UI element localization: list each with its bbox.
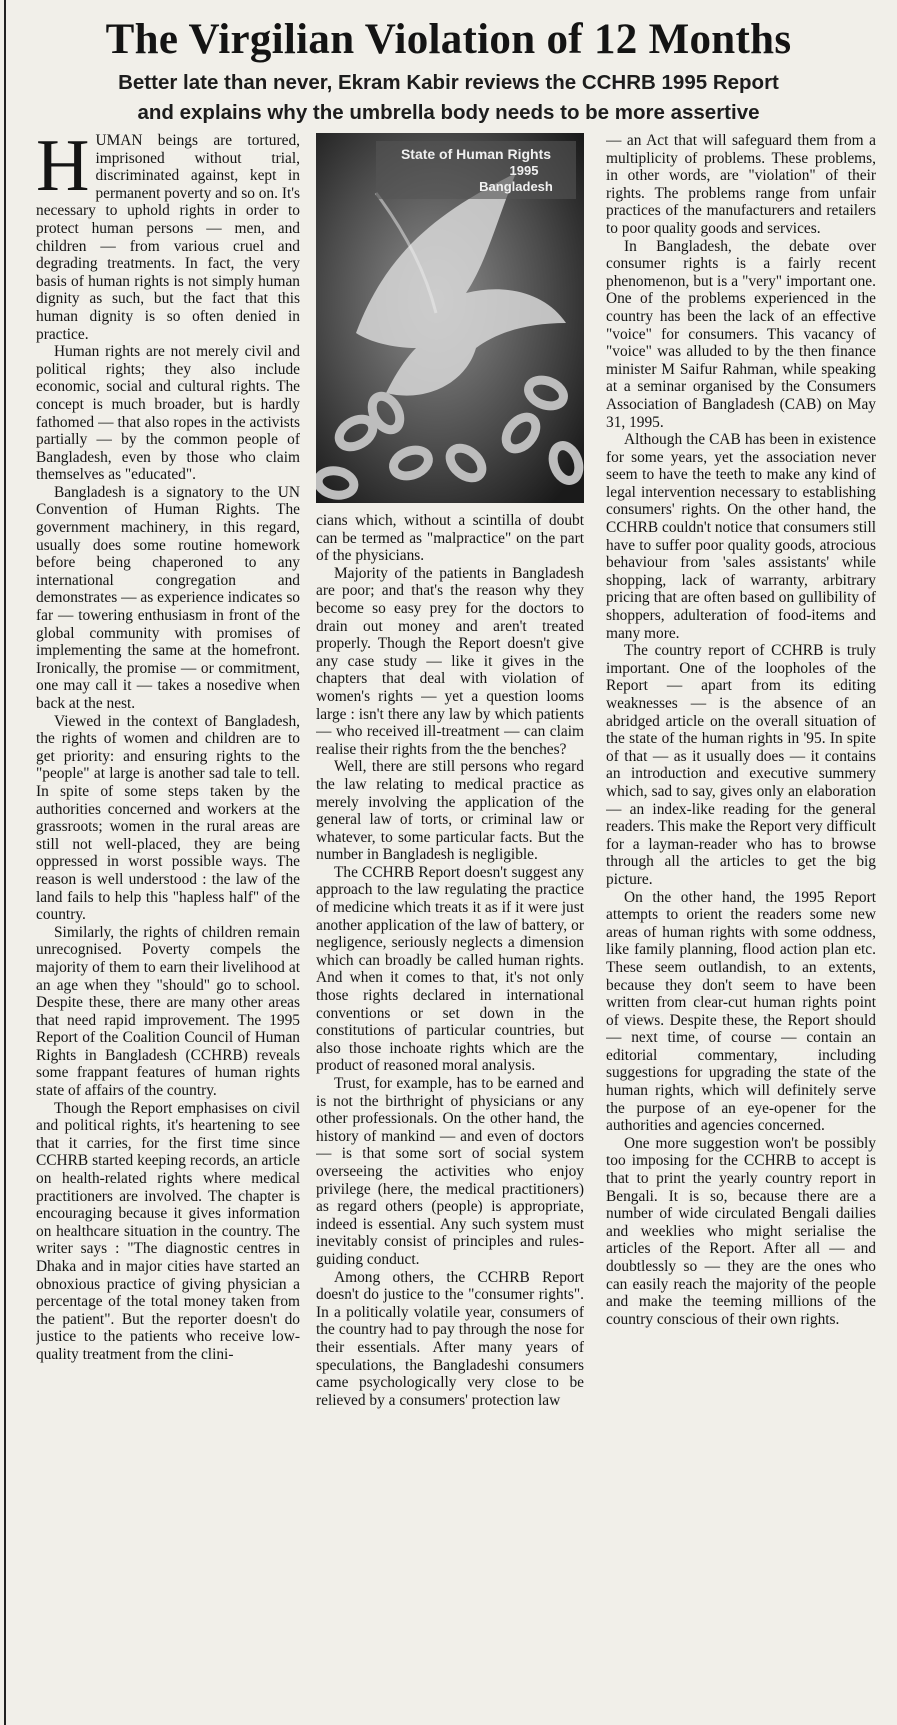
paragraph: Bangladesh is a signatory to the UN Convention of Human Rights. The government machinery, in this regard, usually does some routine homework before being chaperoned to any international congregation and demonstrates — as experience indicates so far — towering enthusiasm in front of the global community with promises of implementing the same at the homefront. Ironically, the promise — or commitment, one may call it — takes a nosedive when back at the nest. <box>36 483 300 712</box>
column-1 <box>36 132 300 1717</box>
report-cover-image <box>316 133 584 503</box>
paragraph: Among others, the CCHRB Report doesn't do justice to the "consumer rights". In a politically volatile year, consumers of the country had to pay through the nose for their essentials. After many years of speculations, the Bangladeshi consumers came psychologically very close to be relieved by a consumers' protection law <box>316 1268 584 1409</box>
cover-title-line1: State of Human Rights <box>400 146 552 162</box>
paragraph: Human rights are not merely civil and political rights; they also include economic, social and cultural rights. The concept is much broader, but is hardly fathomed — that also ropes in the activists partially — by the common people of Bangladesh, even by those who claim themselves as "educated". <box>36 343 300 484</box>
dove-and-chains-illustration <box>316 133 584 503</box>
drop-cap: H <box>36 132 90 207</box>
paragraph: — an Act that will safeguard them from a multiplicity of problems. These problems, in other words, are "violation" of their rights. The problems range from unfair practices of the manufacturers and retailers to poor quality goods and services. <box>606 132 876 237</box>
article-deck <box>0 68 897 128</box>
paragraph <box>36 132 300 343</box>
paragraph: The CCHRB Report doesn't suggest any approach to the law regulating the practice of medicine which treats it as if it were just another application of the law of battery, or negligence, seriously neglects a dimension which can broadly be called human rights. And when it comes to that, it's not only those rights declared in international conventions or set down in the constitutions of particular countries, but also those inchoate rights which are the product of reasoned moral analysis. <box>316 863 584 1075</box>
paragraph: The country report of CCHRB is truly important. One of the loopholes of the Report — apart from its editing weaknesses — is the absence of an abridged article on the overall situation of the state of the human rights in '95. In spite of that — as it usually does — it contains an introduction and executive summery which, sad to say, gives only an elaboration — an index-like reading for the general readers. This make the Report very difficult for a layman-reader who has to browse through all the articles to get the big picture. <box>606 642 876 888</box>
paragraph: Well, there are still persons who regard the law relating to medical practice as merely involving the application of the general law of torts, or criminal law or whatever, to some particular facts. But the number in Bangladesh is negligible. <box>316 758 584 864</box>
deck-line-1: Better late than never, Ekram Kabir reviews the CCHRB 1995 Report <box>118 71 779 94</box>
paragraph: Trust, for example, has to be earned and is not the birthright of physicians or any other professionals. On the other hand, the history of mankind — and even of doctors — is that some sort of social system overseeing the activities who enjoy privilege (here, the medical practitioners) as regard others (people) is appropriate, indeed is essential. Any such system must inevitably consist of principles and rules-guiding conduct. <box>316 1075 584 1268</box>
cover-title-line2: 1995 <box>509 163 539 178</box>
paragraph: In Bangladesh, the debate over consumer rights is a fairly recent phenomenon, but is a "very" important one. One of the problems experienced in the country has been the lack of an effective "voice" for consumers. This vacancy of "voice" was alluded to by the then finance minister M Saifur Rahman, while speaking at a seminar organised by the Consumers Association of Bangladesh (CAB) on May 31, 1995. <box>606 237 876 431</box>
paragraph: Majority of the patients in Bangladesh are poor; and that's the reason why they become so easy prey for the doctors to drain out money and aren't treated properly. Though the Report doesn't give any case study — like it gives in the chapters that deal with violation of women's rights — yet a question looms large : isn't there any law by which patients — who received ill-treatment — can claim realise their rights from the the benches? <box>316 564 584 758</box>
paragraph-text: UMAN beings are tortured, imprisoned without trial, discriminated against, kept in permanent poverty and so on. It's necessary to uphold rights in order to protect human persons — men, and children — from various cruel and degrading treatments. In fact, the very basis of human rights is not simply human dignity as such, but the fact that this human dignity is so often denied in practice. <box>36 132 300 343</box>
paragraph: On the other hand, the 1995 Report attempts to orient the readers some new areas of human rights with some oddness, like family planning, flood action plan etc. These seem outlandish, to an extents, because they don't seem to have been written from clear-cut human rights point of views. Despite these, the Report should — next time, of course — contain an editorial commentary, including suggestions for upgrading the state of the human rights, which will definitely serve the purpose of an eye-opener for the authorities and agencies concerned. <box>606 888 876 1135</box>
paragraph: Although the CAB has been in existence for some years, yet the association never seem to have the teeth to make any kind of legal intervention necessary to establishing consumers' rights. On the other hand, the CCHRB couldn't notice that consumers still have to suffer poor quality goods, atrocious behaviour from 'sales assistants' while shopping, lack of warranty, arbitrary pricing that are often based on gullibility of shoppers, adulteration of food-items and many more. <box>606 431 876 642</box>
paragraph: One more suggestion won't be possibly too imposing for the CCHRB to accept is that to print the yearly country report in Bengali. It is so, because there are a number of wide circulated Bengali dailies and weeklies who might serialise the articles of the Report. After all — and doubtlessly so — they are the ones who can easily reach the majority of the people and make the teeming millions of the country conscious of their own rights. <box>606 1134 876 1328</box>
article-title: The Virgilian Violation of 12 Months <box>105 16 792 63</box>
deck-line-2: and explains why the umbrella body needs to be more assertive <box>137 101 760 124</box>
column-2 <box>316 512 584 1717</box>
cover-title-line3: Bangladesh <box>479 179 553 194</box>
paragraph: Viewed in the context of Bangladesh, the rights of women and children are to get priority: and ensuring rights to the "people" at large is another sad tale to tell. In spite of some steps taken by the authorities concerned and workers at the grassroots; women in the rural areas are still not well-placed, they are being oppressed in worst possible ways. The reason is well understood : the law of the land fails to help this "hapless half" of the country. <box>36 712 300 924</box>
paragraph: cians which, without a scintilla of doubt can be termed as "malpractice" on the part of the physicians. <box>316 512 584 565</box>
column-3 <box>606 132 876 1717</box>
paragraph: Similarly, the rights of children remain unrecognised. Poverty compels the majority of them to earn their livelihood at an age when they "should" go to school. Despite these, there are many other areas that need rapid improvement. The 1995 Report of the Coalition Council of Human Rights in Bangladesh (CCHRB) reveals some frappant features of human rights state of affairs of the country. <box>36 923 300 1100</box>
page-left-rule <box>4 0 6 1725</box>
paragraph: Though the Report emphasises on civil and political rights, it's heartening to see that it carries, for the first time since CCHRB started keeping records, an article on health-related rights where medical practitioners are involved. The chapter is encouraging because it gives information on healthcare situation in the country. The writer says : "The diagnostic centres in Dhaka and in major cities have started an obnoxious practice of giving physician a percentage of the total money taken from the patient". But the reporter doesn't do justice to the patients who receive low-quality treatment from the clini- <box>36 1099 300 1363</box>
